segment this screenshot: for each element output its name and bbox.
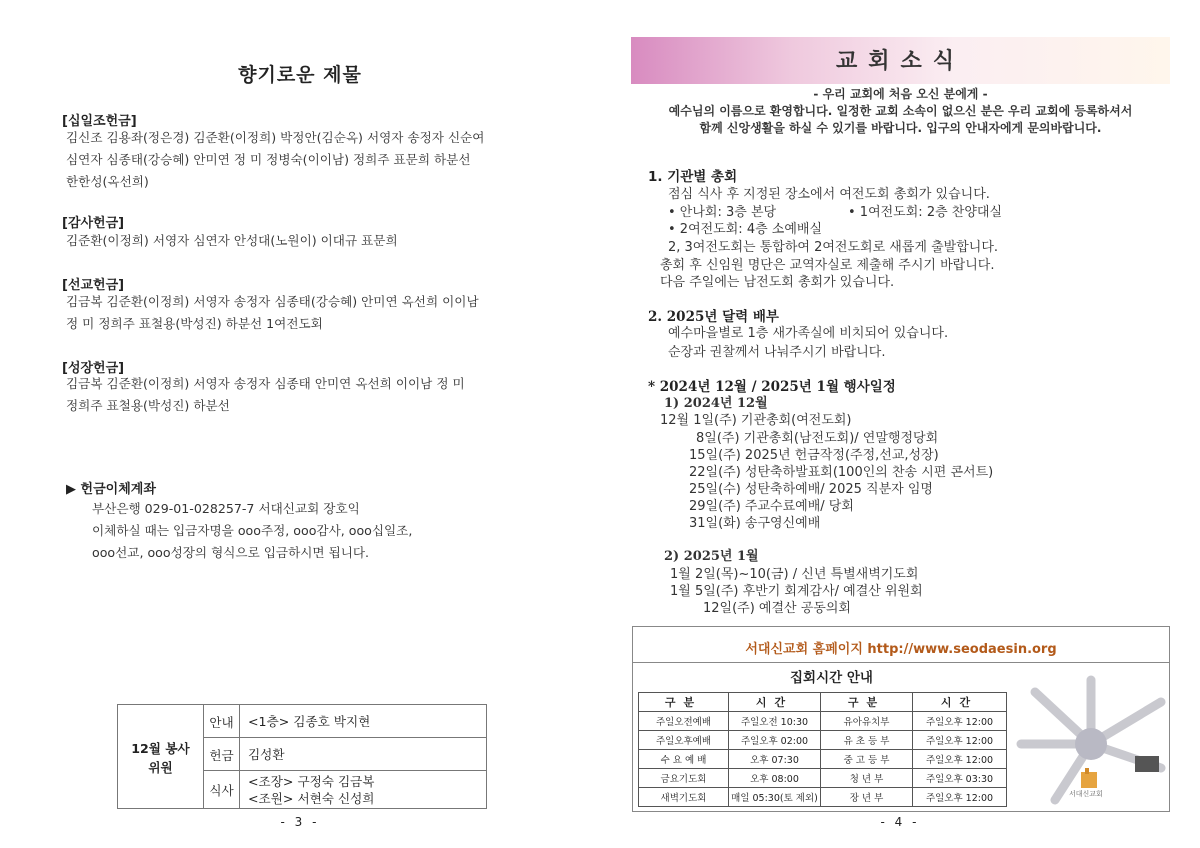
mission-line: 정 미 정희주 표철용(박성진) 하분선 1여전도회 [66, 316, 323, 331]
meeting-header: 시간 [729, 693, 821, 712]
table-row [639, 788, 1007, 807]
growth-heading: [성장헌금] [62, 361, 125, 376]
transfer-info [92, 498, 412, 564]
schedule-item: 8일(주) 기관총회(남전도회)/ 연말행정당회 [696, 431, 939, 446]
meeting-cell: 주일오후 12:00 [913, 712, 1007, 731]
mission-names [66, 291, 536, 335]
thanks-heading: [감사헌금] [62, 216, 125, 231]
welcome-message [631, 86, 1170, 137]
left-page-number: - 3 - [280, 815, 320, 829]
tithe-line: 심연자 심종태(강승혜) 안미연 정 미 정병숙(이이남) 정희주 표문희 하분선 [66, 152, 471, 167]
schedule-item: 12일(주) 예결산 공동의회 [703, 601, 851, 616]
schedule-item: 15일(주) 2025년 헌금작정(주정,선교,성장) [689, 448, 939, 463]
schedule-item: 31일(화) 송구영신예배 [689, 516, 821, 531]
tithe-line: 김신조 김용좌(정은경) 김준환(이정희) 박정안(김순옥) 서영자 송정자 신순여 [66, 130, 485, 145]
news1-bullet: • 2여전도회: 4층 소예배실 [668, 222, 823, 237]
right-page-number: - 4 - [880, 815, 920, 829]
right-page-title: 교회소식 [835, 48, 965, 74]
tithe-line: 한한성(옥선희) [66, 174, 149, 189]
service-category: 헌금 [204, 738, 240, 771]
meeting-cell: 오후 08:00 [729, 769, 821, 788]
meeting-cell: 중 고 등 부 [821, 750, 913, 769]
news1-line: 2, 3여전도회는 통합하여 2여전도회로 새롭게 출발합니다. [668, 240, 999, 255]
schedule-dec-heading: 1) 2024년 12월 [664, 396, 768, 411]
transfer-line: 이체하실 때는 입금자명을 ooo주정, ooo감사, ooo십일조, [92, 523, 413, 538]
news1-line: 점심 식사 후 지정된 장소에서 여전도회 총회가 있습니다. [668, 187, 990, 202]
meeting-cell: 청 년 부 [821, 769, 913, 788]
news1-bullet: • 1여전도회: 2층 찬양대실 [848, 205, 1003, 220]
news1-line: 총회 후 신임원 명단은 교역자실로 제출해 주시기 바랍니다. [660, 258, 995, 273]
meeting-cell: 오후 07:30 [729, 750, 821, 769]
meeting-cell: 주일오전예배 [639, 712, 729, 731]
meeting-cell: 유 초 등 부 [821, 731, 913, 750]
news1-heading: 1. 기관별 총회 [648, 169, 738, 185]
mission-heading: [선교헌금] [62, 278, 125, 293]
transfer-heading: ▶ 헌금이체계좌 [66, 482, 156, 497]
table-row [639, 750, 1007, 769]
table-row [639, 731, 1007, 750]
news2-line: 예수마을별로 1층 새가족실에 비치되어 있습니다. [668, 326, 949, 341]
meeting-cell: 주일오후 12:00 [913, 731, 1007, 750]
meeting-cell: 금요기도회 [639, 769, 729, 788]
schedule-item: 1월 2일(목)~10(금) / 신년 특별새벽기도회 [670, 567, 919, 582]
welcome-line: 함께 신앙생활을 하실 수 있기를 바랍니다. 입구의 안내자에게 문의바랍니다. [699, 121, 1102, 135]
schedule-item: 25일(수) 성탄축하예배/ 2025 직분자 임명 [689, 482, 933, 497]
meeting-cell: 주일오전 10:30 [729, 712, 821, 731]
transfer-line: ooo선교, ooo성장의 형식으로 입금하시면 됩니다. [92, 545, 370, 560]
welcome-line: - 우리 교회에 처음 오신 분에게 - [813, 87, 988, 101]
meeting-header: 구분 [821, 693, 913, 712]
service-value [240, 738, 487, 771]
growth-line: 김금복 김준환(이정희) 서영자 송정자 심종태 안미연 옥선희 이이남 정 미 [66, 376, 465, 391]
tithe-heading: [십일조헌금] [62, 114, 137, 129]
tithe-names [66, 127, 536, 193]
schedule-item: 29일(주) 주교수료예배/ 당회 [689, 499, 854, 514]
service-line: <1층> 김종호 박지현 [248, 713, 371, 729]
left-page-title: 향기로운 제물 [238, 64, 362, 86]
meeting-cell: 주일오후 03:30 [913, 769, 1007, 788]
meeting-times-title: 집회시간 안내 [790, 670, 873, 686]
location-map [1015, 672, 1167, 806]
service-committee-table [117, 704, 487, 809]
growth-names [66, 373, 536, 417]
welcome-line: 예수님의 이름으로 환영합니다. 일정한 교회 소속이 없으신 분은 우리 교회에 등록하셔서 [668, 104, 1133, 118]
meeting-cell: 매일 05:30(토 제외) [729, 788, 821, 807]
news1-bullet: • 안나회: 3층 본당 [668, 205, 777, 220]
transfer-line: 부산은행 029-01-028257-7 서대신교회 장호익 [92, 501, 360, 516]
info-divider [632, 662, 1170, 663]
meeting-times-table [638, 692, 1007, 807]
service-line: 김성환 [248, 746, 285, 762]
growth-line: 정희주 표철용(박성진) 하분선 [66, 398, 230, 413]
schedule-item: 1월 5일(주) 후반기 회계감사/ 예결산 위원회 [670, 584, 923, 599]
service-line: <조원> 서현숙 신성희 [248, 790, 375, 806]
meeting-cell: 유아유치부 [821, 712, 913, 731]
news2-heading: 2. 2025년 달력 배부 [648, 309, 779, 325]
news2-line: 순장과 권찰께서 나눠주시기 바랍니다. [668, 345, 886, 360]
map-church-label: 서대신교회 [1069, 790, 1103, 798]
service-value [240, 771, 487, 809]
service-line: <조장> 구정숙 김금복 [248, 773, 375, 789]
schedule-jan-heading: 2) 2025년 1월 [664, 549, 759, 564]
meeting-cell: 주일오후예배 [639, 731, 729, 750]
meeting-cell: 주일오후 12:00 [913, 788, 1007, 807]
thanks-line: 김준환(이정희) 서영자 심연자 안성대(노원이) 이대규 표문희 [66, 233, 398, 248]
schedule-heading: * 2024년 12월 / 2025년 1월 행사일정 [648, 379, 896, 395]
mission-line: 김금복 김준환(이정희) 서영자 송정자 심종태(강승혜) 안미연 옥선희 이이남 [66, 294, 479, 309]
table-row [639, 769, 1007, 788]
meeting-cell: 주일오후 02:00 [729, 731, 821, 750]
news1-line: 다음 주일에는 남전도회 총회가 있습니다. [660, 275, 895, 290]
schedule-item: 12월 1일(주) 기관총회(여전도회) [660, 413, 852, 428]
service-category: 안내 [204, 705, 240, 738]
service-value [240, 705, 487, 738]
meeting-cell: 수 요 예 배 [639, 750, 729, 769]
service-heading: 12월 봉사위원 [118, 705, 204, 809]
service-category: 식사 [204, 771, 240, 809]
meeting-cell: 장 년 부 [821, 788, 913, 807]
meeting-cell: 주일오후 12:00 [913, 750, 1007, 769]
meeting-header: 구분 [639, 693, 729, 712]
meeting-cell: 새벽기도회 [639, 788, 729, 807]
thanks-names [66, 230, 536, 252]
schedule-item: 22일(주) 성탄축하발표회(100인의 찬송 시편 콘서트) [689, 465, 994, 480]
homepage-link[interactable]: 서대신교회 홈페이지 http://www.seodaesin.org [745, 642, 1057, 657]
meeting-header: 시간 [913, 693, 1007, 712]
table-row [639, 712, 1007, 731]
